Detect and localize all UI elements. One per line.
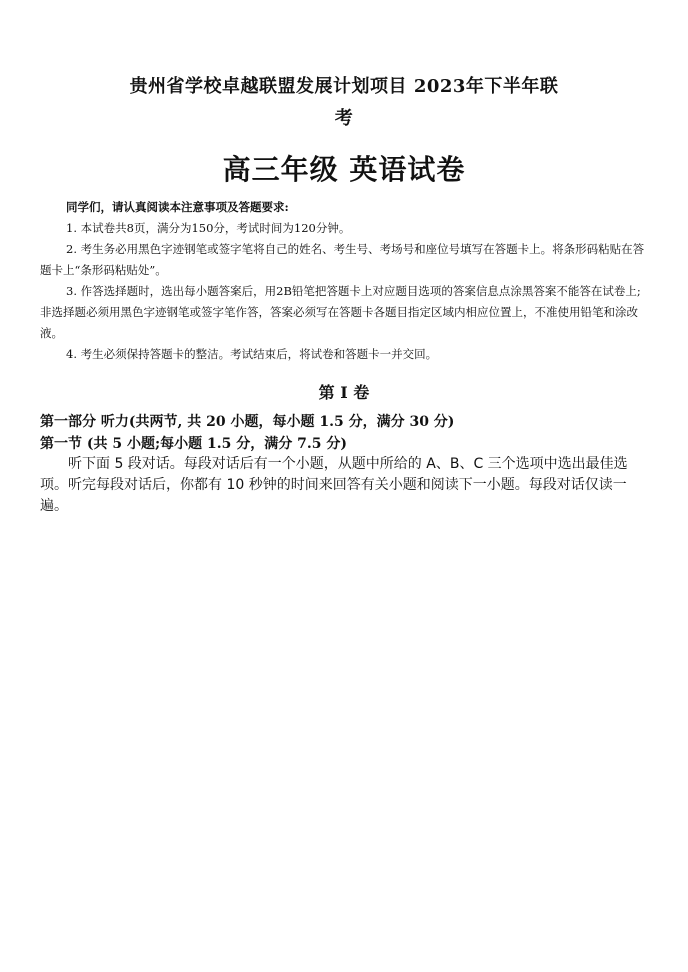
exam-title-line-1: 贵州省学校卓越联盟发展计划项目 2023年下半年联 xyxy=(129,76,559,97)
main-title: 高三年级 英语试卷 xyxy=(222,153,466,186)
listening-instructions: 听下面 5 段对话。每段对话后有一个小题，从题中所给的 A、B、C 三个选项中选出最佳选项。听完每段对话后，你都有 10 秒钟的时间来回答有关小题和阅读下一小题。每段对话仅读一遍。 xyxy=(40,456,628,514)
notice-item-3: 3. 作答选择题时，选出每小题答案后，用2B铅笔把答题卡上对应题目选项的答案信息点涂黑答案不能答在试卷上;非选择题必须用黑色字迹钢笔或签字笔作答，答案必须写在答题卡各题目指定区域内相应位置上，不准使用铅笔和涂改液。 xyxy=(40,284,641,340)
notice-heading: 同学们，请认真阅读本注意事项及答题要求: xyxy=(66,200,289,214)
exam-title-line-2: 考 xyxy=(334,108,354,129)
section-title: 第 I 卷 xyxy=(318,383,370,402)
notice-block xyxy=(40,197,652,365)
notice-item-4: 4. 考生必须保持答题卡的整洁。考试结束后，将试卷和答题卡一并交回。 xyxy=(66,347,438,361)
notice-item-1: 1. 本试卷共8页，满分为150分，考试时间为120分钟。 xyxy=(66,221,351,235)
notice-item-2: 2. 考生务必用黑色字迹钢笔或签字笔将自己的姓名、考生号、考场号和座位号填写在答题卡上。将条形码粘贴在答题卡上“条形码粘贴处”。 xyxy=(40,242,645,277)
part-one-section-one-heading: 第一节 (共 5 小题;每小题 1.5 分，满分 7.5 分) xyxy=(40,436,347,452)
part-one-heading: 第一部分 听力(共两节, 共 20 小题，每小题 1.5 分，满分 30 分) xyxy=(40,414,455,430)
